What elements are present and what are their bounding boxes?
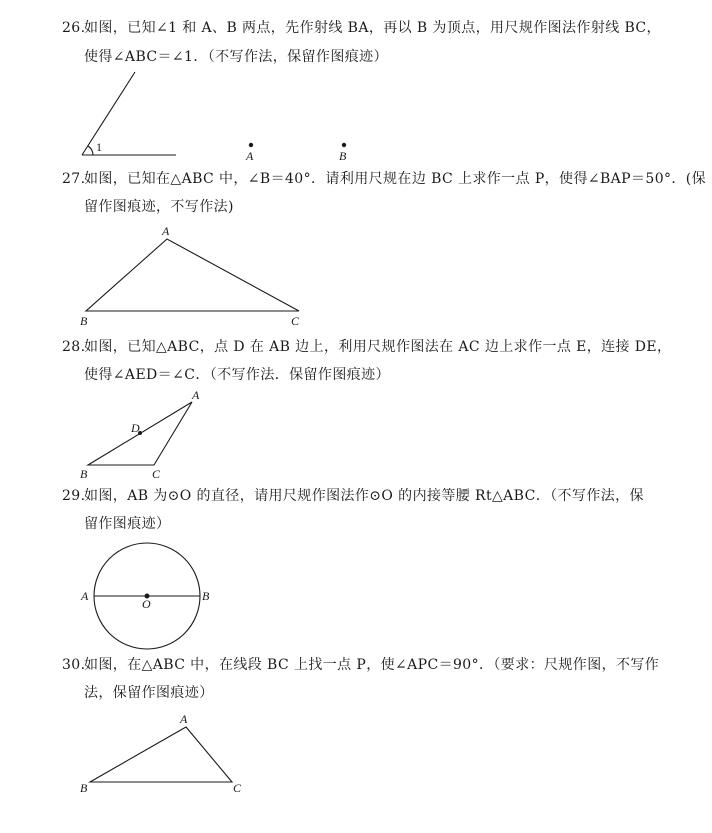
- q30-label-c: C: [233, 781, 242, 795]
- q28-text-line2: 使得∠AED＝∠C．（不写作法．保留作图痕迹）: [84, 367, 390, 383]
- q27-text-line2: 留作图痕迹，不写作法): [84, 199, 234, 215]
- q27-number: 27.: [62, 171, 86, 187]
- q29-number: 29.: [62, 488, 86, 504]
- q28-label-c: C: [152, 467, 161, 481]
- q28-number: 28.: [62, 339, 86, 355]
- q29-text-line1: 如图，AB 为⊙O 的直径，请用尺规作图法作⊙O 的内接等腰 Rt△ABC．（不写作法，保: [84, 488, 644, 504]
- q26-angle-arc: [88, 146, 93, 155]
- q26-text-line1: 如图，已知∠1 和 A、B 两点，先作射线 BA，再以 B 为顶点，用尺规作图法作射线 BC，: [84, 20, 661, 36]
- q28-label-b: B: [80, 467, 88, 481]
- q28-text-line1: 如图，已知△ABC，点 D 在 AB 边上，利用尺规作图法在 AC 边上求作一点 E，连接 DE，: [84, 339, 672, 355]
- q26-label-a: A: [246, 149, 254, 163]
- q30-label-a: A: [180, 712, 188, 726]
- q29-text-line2: 留作图痕迹）: [84, 516, 171, 532]
- q29-label-a: A: [81, 589, 89, 603]
- q26-angle-label: 1: [96, 140, 102, 154]
- q30-label-b: B: [80, 781, 88, 795]
- q30-text-line2: 法，保留作图痕迹）: [84, 685, 214, 701]
- q26-number: 26.: [62, 20, 86, 36]
- q26-point-b-dot: [342, 143, 346, 147]
- q27-label-c: C: [291, 314, 300, 328]
- q27-triangle: [86, 239, 299, 311]
- q26-angle-slant-ray: [82, 72, 135, 155]
- q26-label-b: B: [339, 149, 347, 163]
- q30-number: 30.: [62, 657, 86, 673]
- q27-text-line1: 如图，已知在△ABC 中，∠B＝40°．请利用尺规在边 BC 上求作一点 P，使得∠BAP＝50°．(保: [84, 171, 707, 187]
- q26-point-a-dot: [249, 143, 253, 147]
- q29-label-b: B: [202, 589, 210, 603]
- q28-label-d: D: [131, 421, 140, 435]
- q29-label-o: O: [142, 597, 151, 611]
- q28-label-a: A: [192, 388, 200, 402]
- q30-text-line1: 如图，在△ABC 中，在线段 BC 上找一点 P，使∠APC＝90°．（要求：尺规作图，不写作: [84, 657, 660, 673]
- q26-text-line2: 使得∠ABC＝∠1．（不写作法，保留作图痕迹）: [84, 49, 388, 65]
- q27-label-a: A: [162, 224, 170, 238]
- q27-label-b: B: [80, 314, 88, 328]
- q30-triangle: [90, 727, 232, 782]
